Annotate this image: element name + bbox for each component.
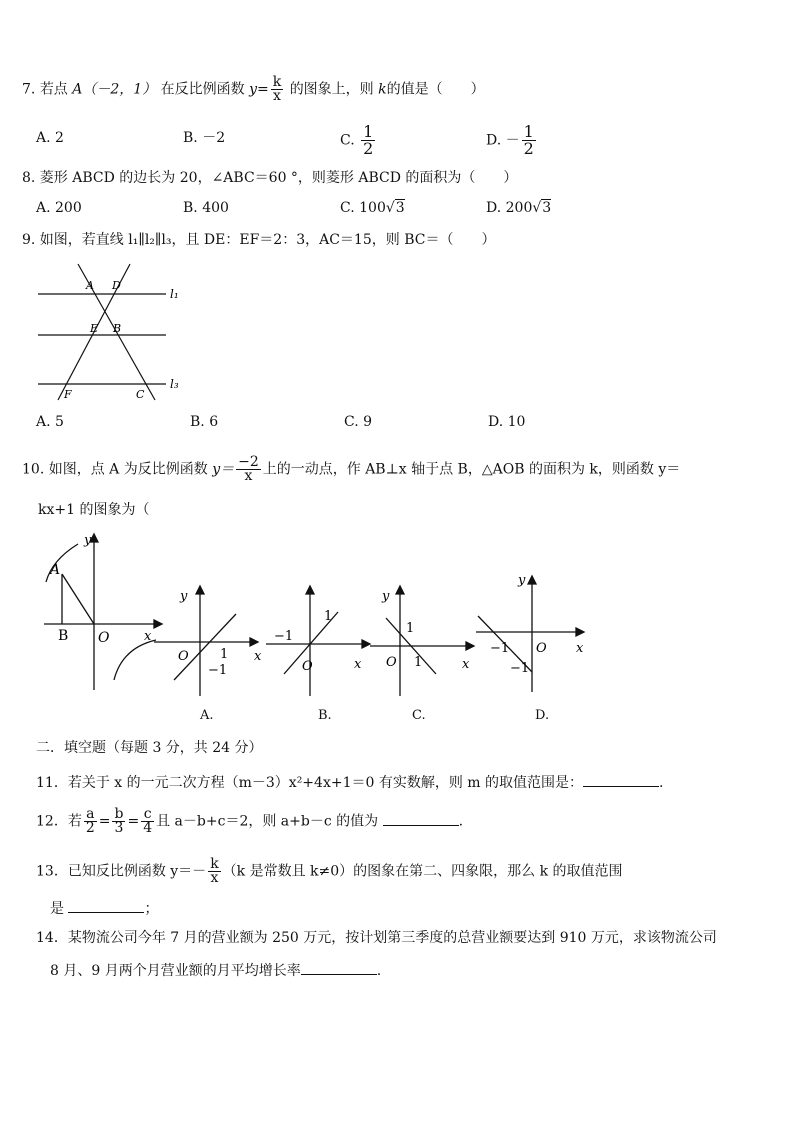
q13-answer-blank[interactable] xyxy=(68,898,144,913)
q10-option-b-label: B. xyxy=(318,708,332,723)
q10-option-c-graph xyxy=(366,578,478,704)
svg-text:y: y xyxy=(382,589,390,604)
q8-stem: 8. 菱形 ABCD 的边长为 20，∠ABC＝60 °，则菱形 ABCD 的面积为（ ） xyxy=(22,170,518,186)
q14-stem-line2: 8 月、9 月两个月营业额的月平均增长率 . xyxy=(50,960,381,981)
q10-stem-line2: kx+1 的图象为（ xyxy=(38,502,150,518)
svg-text:1: 1 xyxy=(406,621,415,636)
svg-text:−1: −1 xyxy=(510,661,530,676)
svg-text:O: O xyxy=(178,649,189,664)
q10-option-c-label: C. xyxy=(412,708,426,723)
q10-main-label-o: O xyxy=(98,630,110,646)
q8-option-a: A. 200 xyxy=(36,200,82,216)
q10-option-d-graph xyxy=(472,568,592,704)
svg-text:O: O xyxy=(536,641,547,656)
svg-text:x: x xyxy=(254,649,262,664)
svg-text:y: y xyxy=(518,573,526,588)
q10-main-label-x: x xyxy=(144,629,152,644)
q12-stem: 12．若 $\frac{a}{2}$ = $\frac{b}{3}$ = $\frac{c}{4}$ 且 a－b+c＝2，则 a+b－c 的值为 . xyxy=(36,806,464,836)
q7-fraction: $\frac{k}{x}$ xyxy=(272,74,282,104)
q9-option-c: C. 9 xyxy=(344,414,373,430)
q9-label-c: C xyxy=(136,388,145,401)
q13-stem-line2: 是 ； xyxy=(50,898,158,919)
q8-option-c: C. 100√3 xyxy=(340,200,405,216)
q10-stem: 10. 如图，点 A 为反比例函数 y＝ $\frac{-2}{x}$ 上的一动点，作 AB⊥x 轴于点 B，△AOB 的面积为 k，则函数 y＝ xyxy=(22,454,681,484)
q9-label-l1: l₁ xyxy=(170,287,179,301)
q10-option-a-graph xyxy=(150,578,262,704)
q10-main-label-y: y xyxy=(84,533,92,548)
svg-text:x: x xyxy=(576,641,584,656)
q10-main-figure xyxy=(38,530,168,700)
q12-answer-blank[interactable] xyxy=(383,811,459,826)
q9-option-a: A. 5 xyxy=(36,414,64,430)
q10-segment-ao xyxy=(62,574,94,624)
q7-stem: 7. 若点 A（－2，1） 在反比例函数 y= $\frac{k}{x}$ 的图象上，则 k的值是（ ） xyxy=(22,74,485,104)
svg-text:O: O xyxy=(386,655,397,670)
svg-text:O: O xyxy=(302,659,313,674)
q10-option-d-label: D. xyxy=(535,708,550,723)
q9-option-b: B. 6 xyxy=(190,414,219,430)
q10-option-b-graph xyxy=(262,578,374,704)
svg-text:1: 1 xyxy=(324,609,333,624)
q9-label-b: B xyxy=(113,322,122,335)
q10-option-a-label: A. xyxy=(200,708,214,723)
q9-label-a: A xyxy=(86,279,94,292)
q9-label-e: E xyxy=(90,322,99,335)
q9-label-f: F xyxy=(64,388,72,401)
q9-label-d: D xyxy=(112,279,121,292)
svg-text:−1: −1 xyxy=(490,641,510,656)
q9-stem: 9. 如图，若直线 l₁∥l₂∥l₃，且 DE：EF＝2：3，AC＝15，则 BC＝（ ） xyxy=(22,232,496,248)
svg-text:x: x xyxy=(462,657,470,672)
section-2-heading: 二．填空题（每题 3 分，共 24 分） xyxy=(36,740,263,756)
q9-label-l3: l₃ xyxy=(170,377,179,391)
q14-answer-blank[interactable] xyxy=(301,960,377,975)
svg-text:1: 1 xyxy=(220,647,229,662)
svg-text:1: 1 xyxy=(414,655,423,670)
q7-option-d: D. － $\frac{1}{2}$ xyxy=(486,122,534,158)
q11-answer-blank[interactable] xyxy=(583,772,659,787)
q11-stem: 11．若关于 x 的一元二次方程（m－3）x²+4x+1＝0 有实数解，则 m 的取值范围是： . xyxy=(36,772,663,793)
q7-number: 7. xyxy=(22,81,36,98)
q7-option-a: A. 2 xyxy=(36,130,64,146)
q8-option-b: B. 400 xyxy=(183,200,229,216)
q9-parallel-lines-figure xyxy=(30,258,200,408)
q8-option-d: D. 200√3 xyxy=(486,200,552,216)
q10-main-label-b: B xyxy=(58,628,69,644)
svg-text:y: y xyxy=(180,589,188,604)
svg-text:−1: −1 xyxy=(208,663,228,678)
q7-option-b: B. －2 xyxy=(183,130,226,146)
q10-fraction: $\frac{-2}{x}$ xyxy=(238,454,259,484)
svg-text:−1: −1 xyxy=(274,629,294,644)
q14-stem: 14．某物流公司今年 7 月的营业额为 250 万元，按计划第三季度的总营业额要达到 910 万元，求该物流公司 xyxy=(36,930,717,946)
q9-option-d: D. 10 xyxy=(488,414,526,430)
q7-option-c: C. $\frac{1}{2}$ xyxy=(340,122,374,158)
svg-text:x: x xyxy=(354,657,362,672)
q10-main-label-a: A xyxy=(50,562,61,578)
q13-stem: 13．已知反比例函数 y＝－ $\frac{k}{x}$ （k 是常数且 k≠0）的图象在第二、四象限，那么 k 的取值范围 xyxy=(36,856,623,886)
